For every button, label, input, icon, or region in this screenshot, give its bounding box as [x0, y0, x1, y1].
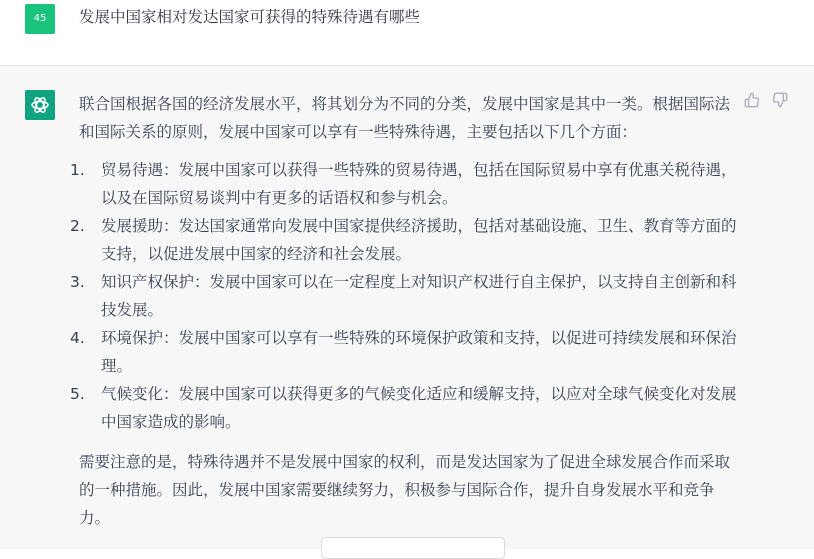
thumbs-up-icon — [744, 92, 760, 108]
list-item — [70, 156, 739, 212]
user-message-row — [0, 0, 814, 66]
points-list — [70, 156, 739, 436]
assistant-message-row — [0, 66, 814, 549]
list-item-number: 5. — [70, 385, 85, 403]
openai-logo-icon — [29, 94, 51, 116]
list-item-number: 3. — [70, 273, 85, 291]
conclusion-paragraph: 需要注意的是，特殊待遇并不是发展中国家的权利，而是发达国家为了促进全球发展合作而采取的一种措施。因此，发展中国家需要继续努力，积极参与国际合作，提升自身发展水平和竞争力。 — [79, 453, 731, 527]
list-item-number: 1. — [70, 161, 85, 179]
list-item-text: 发展援助：发达国家通常向发展中国家提供经济援助，包括对基础设施、卫生、教育等方面的支持，以促进发展中国家的经济和社会发展。 — [101, 217, 737, 263]
list-item-text: 环境保护：发展中国家可以享有一些特殊的环境保护政策和支持，以促进可持续发展和环保治理。 — [101, 329, 737, 375]
thumbs-down-button[interactable] — [770, 90, 790, 110]
assistant-avatar — [25, 90, 55, 120]
list-item-text: 气候变化：发展中国家可以获得更多的气候变化适应和缓解支持，以应对全球气候变化对发展中国家造成的影响。 — [101, 385, 737, 431]
list-item — [70, 380, 739, 436]
list-item-number: 2. — [70, 217, 85, 235]
list-item — [70, 268, 739, 324]
assistant-message-content — [70, 90, 739, 532]
user-message-text: 发展中国家相对发达国家可获得的特殊待遇有哪些 — [79, 8, 421, 26]
list-item — [70, 324, 739, 380]
thumbs-up-button[interactable] — [742, 90, 762, 110]
list-item-number: 4. — [70, 329, 85, 347]
thumbs-down-icon — [772, 92, 788, 108]
list-item-text: 知识产权保护：发展中国家可以在一定程度上对知识产权进行自主保护，以支持自主创新和科技发展。 — [101, 273, 737, 319]
intro-paragraph: 联合国根据各国的经济发展水平，将其划分为不同的分类，发展中国家是其中一类。根据国际法和国际关系的原则，发展中国家可以享有一些特殊待遇，主要包括以下几个方面： — [79, 95, 731, 141]
user-avatar: 45 — [25, 4, 55, 34]
list-item-text: 贸易待遇：发展中国家可以获得一些特殊的贸易待遇，包括在国际贸易中享有优惠关税待遇，以及在国际贸易谈判中有更多的话语权和参与机会。 — [101, 161, 737, 207]
list-item — [70, 212, 739, 268]
regenerate-response-button[interactable] — [321, 537, 505, 559]
